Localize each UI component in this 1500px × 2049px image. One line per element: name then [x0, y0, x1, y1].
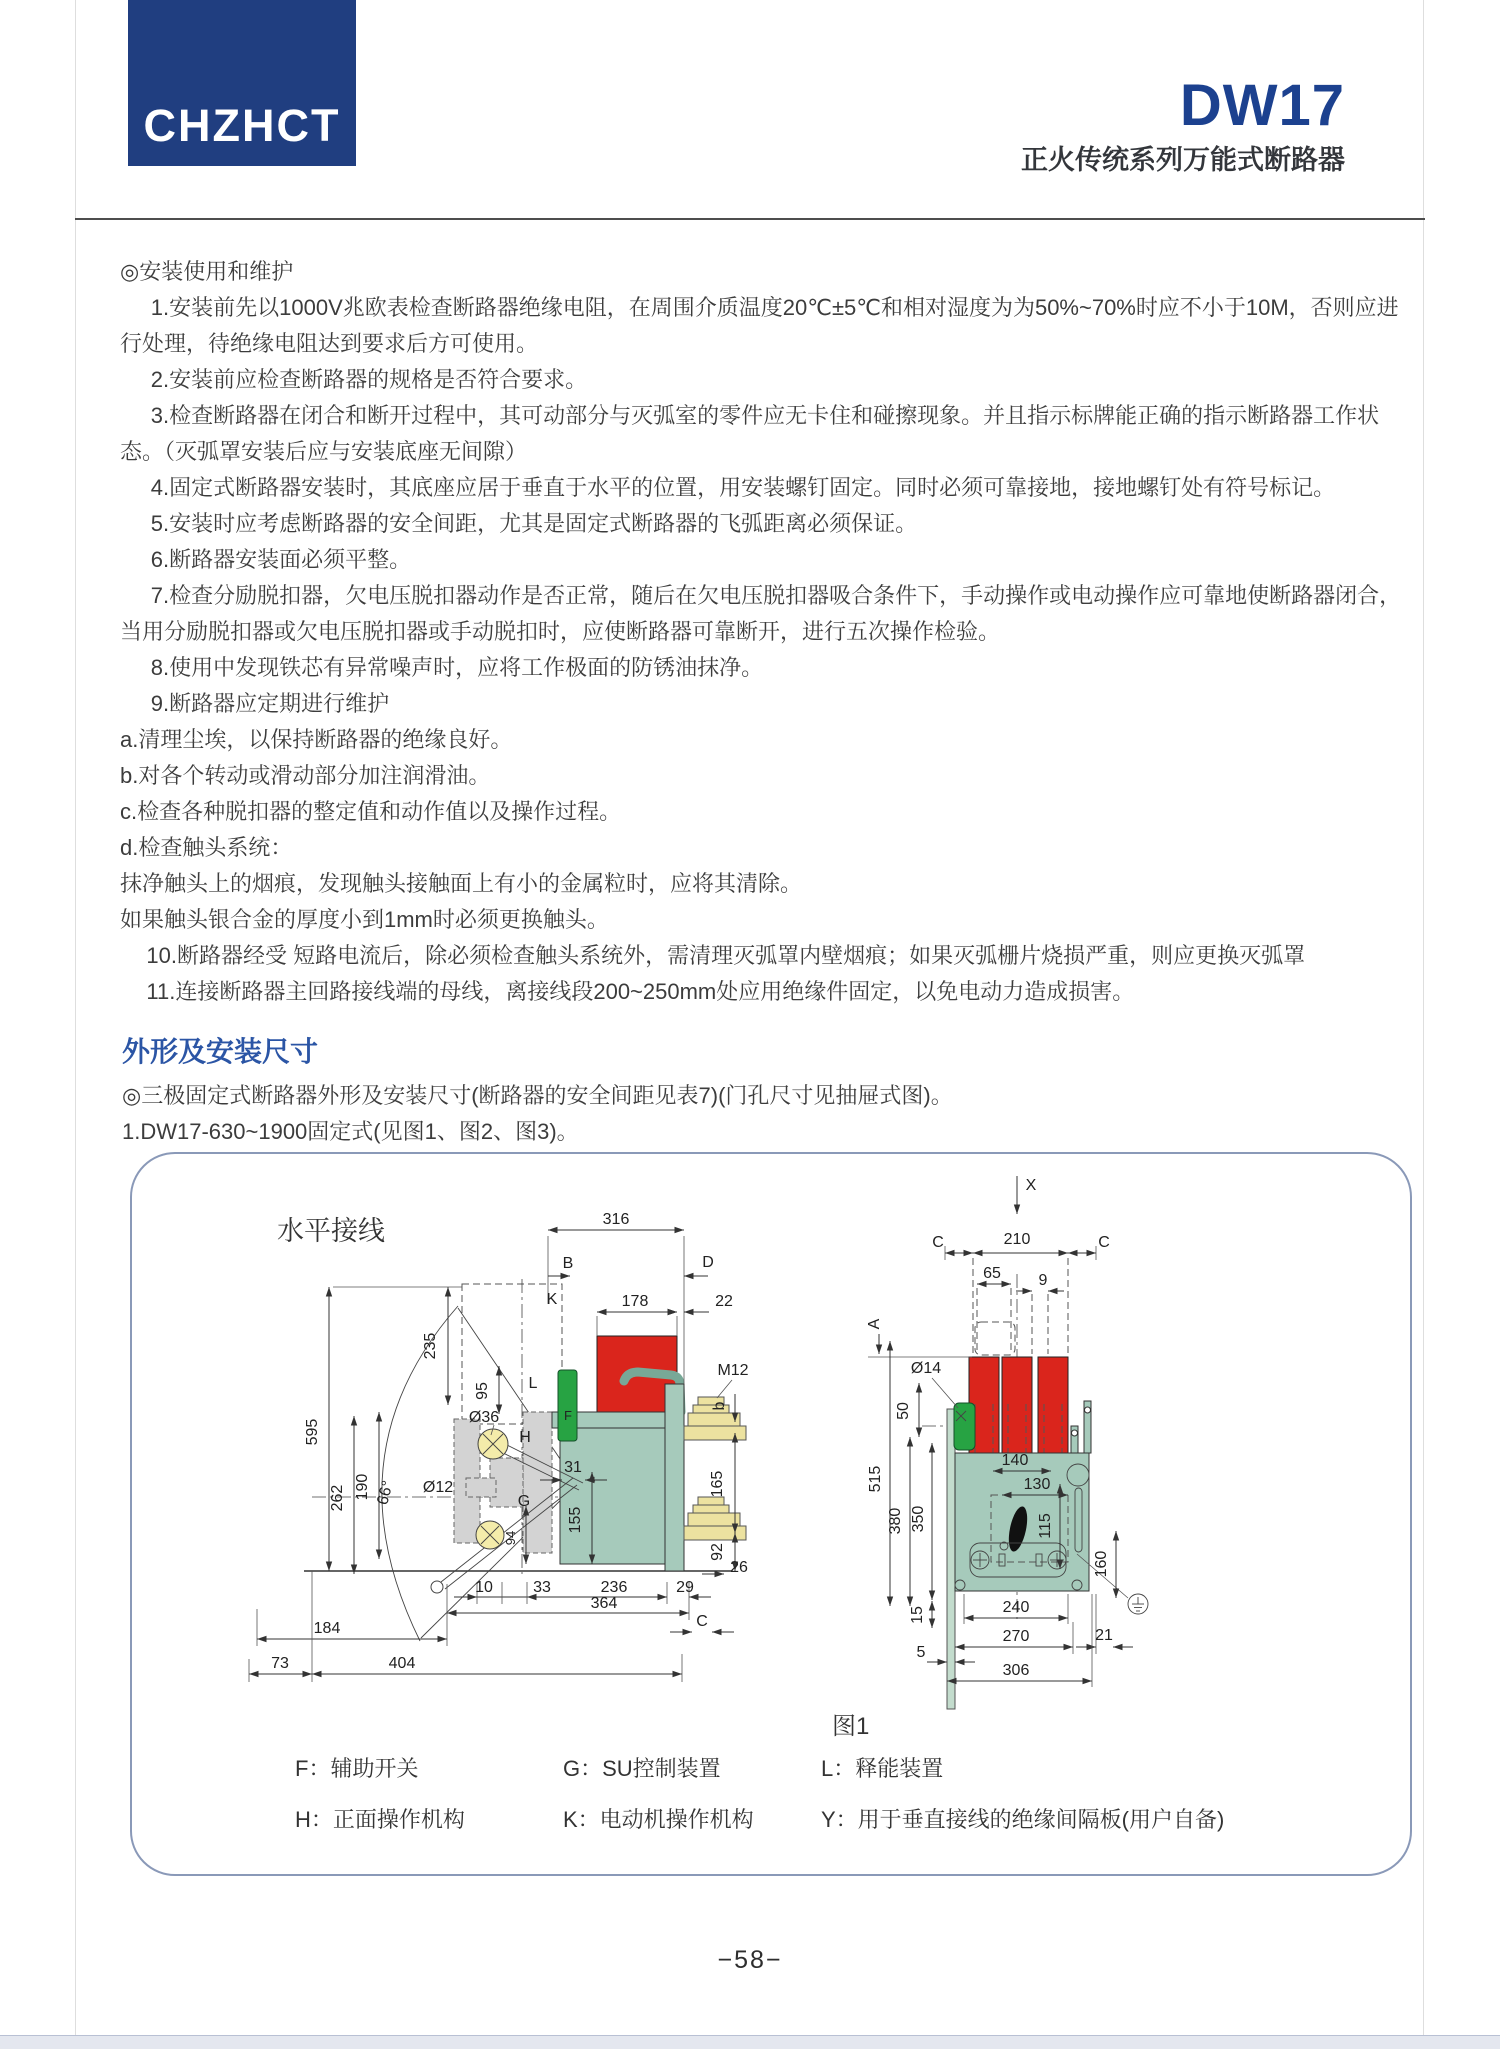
list-item: 7.检查分励脱扣器，欠电压脱扣器动作是否正常，随后在欠电压脱扣器吸合条件下，手动操作或电动操作应可靠地使断路器闭合，当用分励脱扣器或欠电压脱扣器或手动脱扣时，应使断路器可靠断开，进行五次操作检验。	[120, 583, 1402, 644]
dim-label: 210	[1003, 1231, 1031, 1248]
dim-label: Ø36	[468, 1409, 500, 1426]
dim-label: H	[519, 1429, 531, 1446]
legend-item: K：电动机操作机构	[563, 1807, 754, 1832]
dim-label: 92	[709, 1543, 726, 1561]
dim-label: X	[1025, 1177, 1037, 1194]
section-note: ◎三极固定式断路器外形及安装尺寸(断路器的安全间距见表7)(门孔尺寸见抽屉式图)。	[122, 1083, 953, 1108]
page-number: −58−	[717, 1946, 783, 1974]
dim-label: D	[702, 1254, 714, 1271]
list-item: 5.安装时应考虑断路器的安全间距，尤其是固定式断路器的飞弧距离必须保证。	[150, 511, 918, 536]
dim-label: 31	[564, 1459, 582, 1476]
dim-label: 595	[304, 1418, 321, 1446]
legend-item: F：辅助开关	[295, 1756, 419, 1781]
list-item: 3.检查断路器在闭合和断开过程中，其可动部分与灭弧室的零件应无卡住和碰擦现象。并且指示标牌能正确的指示断路器工作状态。（灭弧罩安装后应与安装底座无间隙）	[120, 403, 1380, 464]
dim-label: 22	[715, 1293, 733, 1310]
dim-label: A	[866, 1318, 883, 1330]
dim-label: 50	[895, 1402, 912, 1420]
list-item: 11.连接断路器主回路接线端的母线，离接线段200~250mm处应用绝缘件固定，以免电动力造成损害。	[146, 979, 1135, 1004]
section-title: 外形及安装尺寸	[122, 1036, 319, 1067]
brand-logo-text: CHZHCT	[143, 100, 341, 151]
legend-item: G：SU控制装置	[563, 1756, 721, 1781]
brand-logo	[128, 0, 356, 166]
dim-label: 94	[503, 1530, 518, 1546]
list-item: 8.使用中发现铁芯有异常噪声时，应将工作极面的防锈油抹净。	[150, 655, 764, 680]
sub-sub-list-item: 如果触头银合金的厚度小到1mm时必须更换触头。	[120, 907, 609, 932]
sub-sub-list-item: 抹净触头上的烟痕，发现触头接触面上有小的金属粒时，应将其清除。	[120, 871, 803, 896]
sub-list-item: b.对各个转动或滑动部分加注润滑油。	[120, 763, 491, 788]
list-item: 4.固定式断路器安装时，其底座应居于垂直于水平的位置，用安装螺钉固定。同时必须可靠接地，接地螺钉处有符号标记。	[150, 475, 1336, 500]
dim-label: 15	[909, 1606, 926, 1624]
page-bottom-band	[0, 2035, 1500, 2049]
dim-label: M12	[717, 1362, 749, 1379]
list-item: 2.安装前应检查断路器的规格是否符合要求。	[150, 367, 588, 392]
handle-swing-arc	[382, 1306, 458, 1641]
dim-label: 140	[1001, 1452, 1029, 1469]
list-item: 9.断路器应定期进行维护	[150, 691, 390, 716]
dim-label: Ø12	[422, 1479, 454, 1496]
dim-label: 240	[1002, 1599, 1030, 1616]
dim-label: F	[564, 1408, 572, 1423]
indicator-block	[954, 1403, 975, 1450]
legend-item: Y：用于垂直接线的绝缘间隔板(用户自备)	[821, 1807, 1225, 1832]
dim-label: 5	[916, 1644, 926, 1661]
dim-label: K	[546, 1291, 558, 1308]
page-edge-left	[75, 0, 76, 2049]
dim-label: 115	[1037, 1513, 1054, 1539]
sub-list-item: a.清理尘埃，以保持断路器的绝缘良好。	[120, 727, 513, 752]
dim-label: 262	[329, 1484, 346, 1512]
dim-label: 404	[388, 1655, 416, 1672]
dim-label: 364	[590, 1595, 618, 1612]
dim-label: 184	[313, 1620, 341, 1637]
side-view-drawing	[249, 1211, 749, 1682]
dim-label: 65	[983, 1265, 1001, 1282]
product-model: DW17	[1179, 73, 1345, 138]
auxiliary-switch-block	[558, 1370, 577, 1441]
dim-label: 66°	[374, 1478, 397, 1507]
dim-label: 33	[533, 1579, 551, 1596]
section-subtitle: ◎安装使用和维护	[120, 259, 294, 284]
dim-label: 235	[422, 1332, 439, 1360]
dim-label: C	[932, 1234, 944, 1251]
side-plate	[947, 1409, 955, 1709]
dim-label: 515	[867, 1465, 884, 1493]
dim-label: 73	[271, 1655, 289, 1672]
dim-label: B	[562, 1255, 574, 1272]
dim-label: Ø14	[910, 1360, 942, 1377]
figure-box	[130, 1152, 1412, 1876]
legend-item: L：释能装置	[821, 1756, 944, 1781]
page-edge-right	[1423, 0, 1424, 2049]
dim-label: 26	[730, 1559, 748, 1576]
dim-label: C	[696, 1613, 708, 1630]
figure-legend	[295, 1752, 1375, 1854]
terminal-bolts	[684, 1397, 746, 1540]
legend-item: H：正面操作机构	[295, 1807, 465, 1832]
dim-label: L	[528, 1375, 538, 1392]
sub-list-item: d.检查触头系统：	[120, 835, 293, 860]
dim-label: 178	[621, 1293, 649, 1310]
figure-caption: 图1	[832, 1713, 870, 1740]
dim-label: 190	[354, 1473, 371, 1501]
dim-label: 155	[567, 1506, 584, 1534]
dim-label: 165	[709, 1470, 726, 1498]
dim-label: 29	[676, 1579, 694, 1596]
header-divider	[75, 218, 1425, 220]
list-item: 6.断路器安装面必须平整。	[150, 547, 412, 572]
dim-label: 350	[910, 1505, 927, 1533]
dim-label: 10	[475, 1579, 493, 1596]
installation-maintenance-text	[120, 254, 1402, 1010]
dim-label: 130	[1023, 1476, 1051, 1493]
list-item: 1.安装前先以1000V兆欧表检查断路器绝缘电阻，在周围介质温度20℃±5℃和相对湿度为为50%~70%时应不小于10M，否则应进行处理，待绝缘电阻达到要求后方可使用。	[120, 295, 1399, 356]
dim-label: C	[1098, 1234, 1110, 1251]
dim-label: 21	[1095, 1627, 1113, 1644]
dim-label: 95	[474, 1382, 491, 1400]
dim-label: 9	[1038, 1272, 1048, 1289]
dim-label: 306	[1002, 1662, 1030, 1679]
product-series-subtitle: 正火传统系列万能式断路器	[1021, 145, 1345, 175]
dim-label: 316	[602, 1211, 630, 1228]
dim-label: G	[517, 1493, 531, 1510]
dim-label: 270	[1002, 1628, 1030, 1645]
dim-label: 236	[600, 1579, 628, 1596]
section-notes	[122, 1078, 1402, 1150]
wiring-type-label: 水平接线	[277, 1216, 385, 1246]
dim-label: 160	[1093, 1550, 1110, 1578]
section-note: 1.DW17-630~1900固定式(见图1、图2、图3)。	[122, 1119, 579, 1144]
dim-label: b	[711, 1401, 728, 1411]
sub-list-item: c.检查各种脱扣器的整定值和动作值以及操作过程。	[120, 799, 622, 824]
dim-label: 380	[887, 1507, 904, 1535]
list-item: 10.断路器经受 短路电流后，除必须检查触头系统外，需清理灭弧罩内壁烟痕；如果灭弧栅片烧损严重，则应更换灭弧罩	[146, 943, 1306, 968]
front-view-drawing	[866, 1176, 1148, 1709]
